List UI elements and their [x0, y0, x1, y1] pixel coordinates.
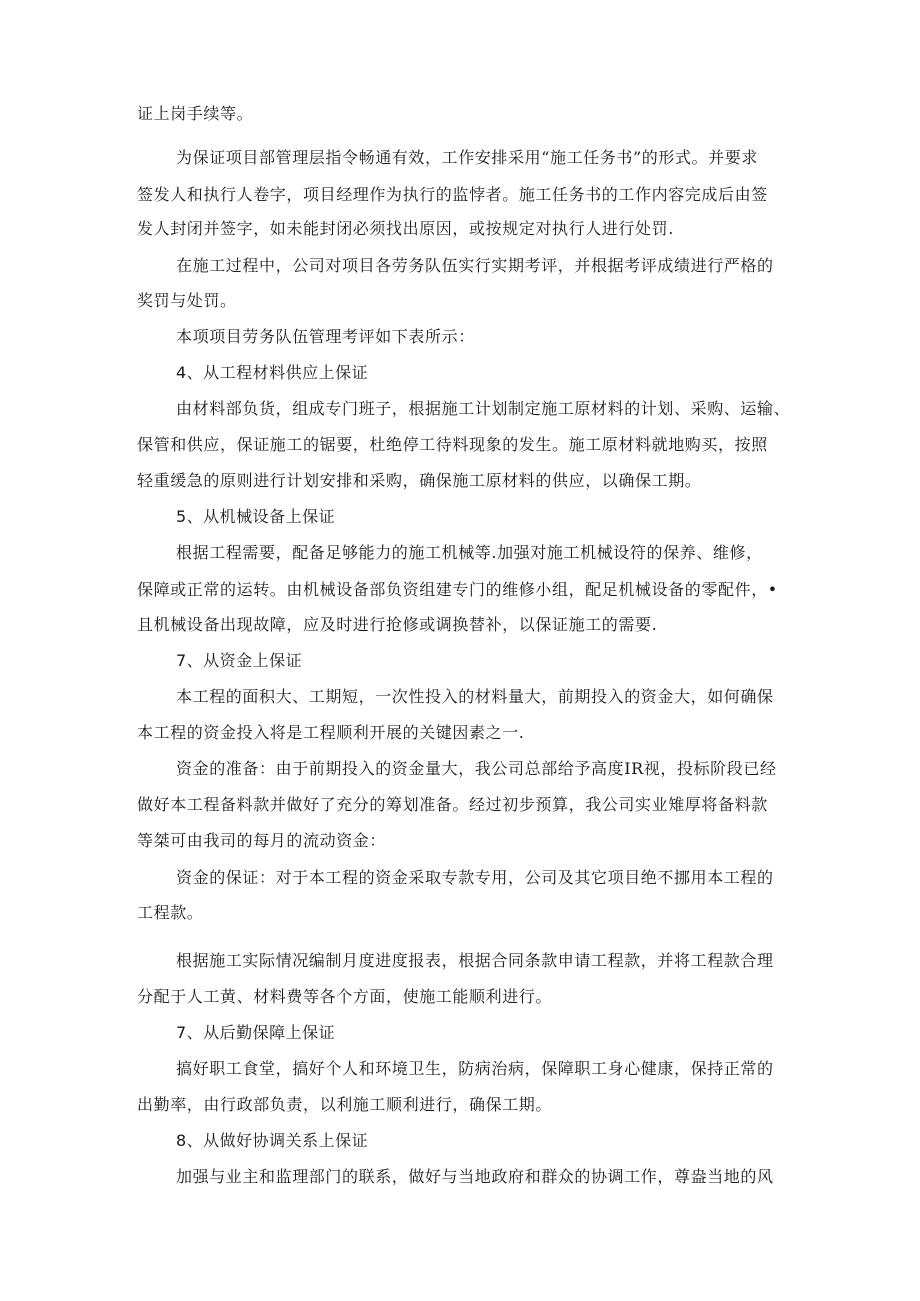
text-line: 工程款。	[137, 903, 204, 922]
section-heading-funds: 7、从资金上保证	[176, 651, 303, 670]
paragraph-first-line: 根据施工实际情况编制月度进度报表，根据合同条款申请工程款，并将工程款合理	[176, 951, 774, 970]
text-line: 保障或正常的运转。由机械设备部负资组建专门的维修小组，配足机械设备的零配件，•	[137, 580, 778, 599]
paragraph-first-line: 根据工程需要，配备足够能力的施工机械等.加强对施工机械设符的保养、维修，	[176, 543, 763, 562]
text-line: 签发人和执行人卷字，项目经理作为执行的监悖者。施工任务书的工作内容完成后由签	[137, 185, 768, 204]
text-line: 轻重缓急的原则进行计划安排和采购，确保施工原材料的供应，以确保工期。	[137, 471, 702, 490]
text-line: 发人封闭并签字，如未能封闭必须找出原因，或按规定对执行人进行处罚.	[137, 219, 674, 238]
paragraph-first-line: 本项项目劳务队伍管理考评如下表所示：	[176, 327, 475, 346]
section-heading-coordination: 8、从做好协调关系上保证	[176, 1131, 369, 1150]
section-heading-logistics: 7、从后勤保障上保证	[176, 1023, 336, 1042]
section-heading-materials: 4、从工程材料供应上保证	[176, 363, 369, 382]
text-line: 保管和供应，保证施工的锯要，杜绝停工待料现象的发生。施工原材料就地购买，按照	[137, 435, 768, 454]
paragraph-first-line: 搞好职工食堂，搞好个人和环境卫生，防病治病，保障职工身心健康，保持正常的	[176, 1059, 774, 1078]
paragraph-first-line: 资金的准备：由于前期投入的资金量大，我公司总部给予高度IR视，投标阶段已经	[176, 759, 777, 778]
paragraph-first-line: 为保证项目部管理层指令畅通有效，工作安排采用“施工任务书”的形式。并要求	[176, 148, 758, 167]
text-line: 奖罚与处罚。	[137, 291, 237, 310]
text-line: 分配于人工黄、材料费等各个方面，使施工能顺利进行。	[137, 987, 553, 1006]
text-line: 等桀可由我司的每月的流动资金：	[137, 831, 387, 850]
text-line: 且机械设备出现故障，应及时进行抢修或调换替补，以保证施工的需要.	[137, 615, 658, 634]
text-line: 做好本工程备料款并做好了充分的筹划准备。经过初步预算，我公司实业雉厚将备料款	[137, 795, 768, 814]
paragraph-first-line: 由材料部负货，组成专门班子，根据施工计划制定施工原材料的计划、采购、运输、	[176, 399, 791, 418]
paragraph-first-line: 资金的保证：对于本工程的资金采取专款专用，公司及其它项目绝不挪用本工程的	[176, 868, 774, 887]
paragraph-first-line: 在施工过程中，公司对项目各劳务队伍实行实期考评，并根据考评成绩进行严格的	[176, 256, 774, 275]
text-line: 证上岗手续等。	[137, 104, 254, 123]
paragraph-first-line: 本工程的面积大、工期短，一次性投入的材料量大，前期投入的资金大，如何确保	[176, 687, 774, 706]
text-line: 出勤率，由行政部负责，以利施工顺利进行，确保工期。	[137, 1095, 553, 1114]
paragraph-first-line: 加强与业主和监理部门的联系，做好与当地政府和群众的协调工作，尊盎当地的风	[176, 1167, 774, 1186]
section-heading-machinery: 5、从机械设备上保证	[176, 507, 336, 526]
text-line: 本工程的资金投入将是工程顺利开展的关键因素之一.	[137, 723, 525, 742]
